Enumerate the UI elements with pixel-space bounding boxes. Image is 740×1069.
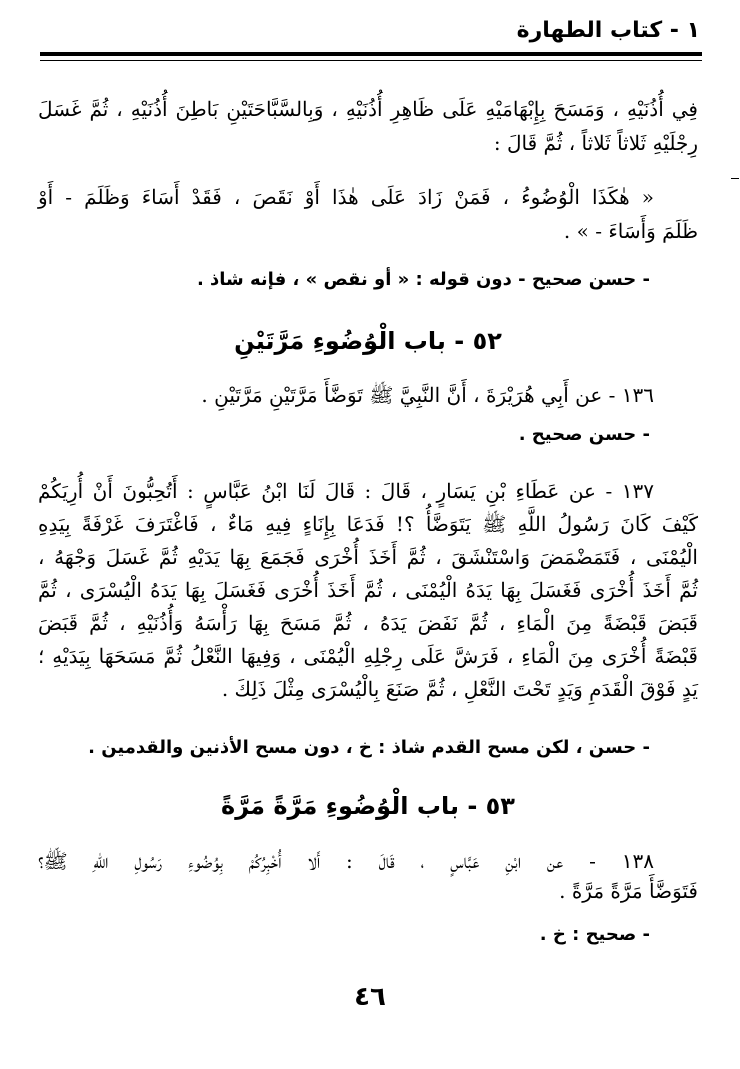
quote-line: « هٰكَذَا الْوُضُوءُ ، فَمَنْ زَادَ عَلَى هٰذَا أَوْ نَقَصَ ، فَقَدْ أَسَاءَ وَظَلَمَ - أَوْ <box>38 185 654 209</box>
hadith-grade: - حسن صحيح - دون قوله : « أو نقص » ، فإنه شاذ . <box>196 269 650 290</box>
hadith-line: ١٣٧ - عن عَطَاءِ بْنِ يَسَارٍ ، قَالَ : قَالَ لَنَا ابْنُ عَبَّاسٍ : أَتُحِبُّونَ أَنْ أُرِيَكُمْ <box>38 479 654 503</box>
hadith-line: قَبْضَةً أُخْرَى مِنَ الْمَاءِ ، فَرَشَّ عَلَى رِجْلِهِ الْيُمْنَى ، وَفِيهَا النَّعْلُ ثُمَّ مَسَحَهَا بِيَدَيْهِ ؛ <box>38 644 698 668</box>
page-number: ٤٦ <box>354 982 386 1012</box>
hadith-grade: - حسن صحيح . <box>518 424 650 445</box>
text-line: فِي أُذُنَيْهِ ، وَمَسَحَ بِإِبْهَامَيْهِ عَلَى ظَاهِرِ أُذُنَيْهِ ، وَبِالسَّبَّاحَتَيْنِ بَاطِنَ أُذُنَيْهِ ، ثُمَّ غَسَلَ <box>38 97 698 121</box>
quote-line: ظَلَمَ وَأَسَاءَ - » . <box>563 219 698 243</box>
hadith-line: ١٣٨ - عن ابْنِ عَبَّاسٍ ، قَالَ : أَلا أُخْبِرُكُمْ بِوُضُوءِ رَسُولِ اللهِ ﷺ؟ <box>38 849 654 873</box>
hadith-line: فَتَوَضَّأَ مَرَّةً مَرَّةً . <box>559 879 698 903</box>
header-rule-thick <box>40 52 702 56</box>
book-section-title: ١ - كتاب الطهارة <box>516 18 700 43</box>
hadith-line: يَدٍ فَوْقَ الْقَدَمِ وَيَدٍ تَحْتَ النَّعْلِ ، ثُمَّ صَنَعَ بِالْيُسْرَى مِثْلَ ذَلِكَ . <box>221 677 698 701</box>
chapter-heading: ٥٢ - باب الْوُضُوءِ مَرَّتَيْنِ <box>234 327 502 355</box>
hadith-line: قَبَضَ قَبْضَةً مِنَ الْمَاءِ ، ثُمَّ نَفَضَ يَدَهُ ، ثُمَّ مَسَحَ بِهَا رَأْسَهُ وَأُذُنَيْهِ ، ثُمَّ قَبَضَ <box>38 611 698 635</box>
chapter-heading: ٥٣ - باب الْوُضُوءِ مَرَّةً مَرَّةً <box>221 792 515 820</box>
margin-mark <box>731 178 739 179</box>
running-header <box>40 14 700 48</box>
hadith-line: الْيُمْنَى ، فَتَمَضْمَضَ وَاسْتَنْشَقَ ، ثُمَّ أَخَذَ أُخْرَى فَجَمَعَ بِهَا يَدَيْهِ ثُمَّ غَسَلَ وَجْهَهُ ، <box>38 545 698 569</box>
header-rule-thin <box>40 60 702 61</box>
hadith-line: ثُمَّ أَخَذَ أُخْرَى فَغَسَلَ بِهَا يَدَهُ الْيُمْنَى ، ثُمَّ أَخَذَ أُخْرَى فَغَسَلَ بِهَا يَدَهُ الْيُسْرَى ، ثُمَّ <box>38 578 698 602</box>
hadith-grade: - صحيح : خ . <box>539 924 650 945</box>
hadith-line: كَيْفَ كَانَ رَسُولُ اللَّهِ ﷺ يَتَوَضَّأُ ؟! فَدَعَا بِإِنَاءٍ فِيهِ مَاءٌ ، فَاغْتَرَفَ غَرْفَةً بِيَدِهِ <box>38 512 698 536</box>
text-line: رِجْلَيْهِ ثَلاثاً ثَلاثاً ، ثُمَّ قَالَ : <box>493 131 698 155</box>
hadith-line: ١٣٦ - عن أَبِي هُرَيْرَةَ ، أَنَّ النَّبِيَّ ﷺ تَوَضَّأَ مَرَّتَيْنِ مَرَّتَيْنِ . <box>201 383 654 407</box>
hadith-grade: - حسن ، لكن مسح القدم شاذ : خ ، دون مسح الأذنين والقدمين . <box>88 737 650 758</box>
